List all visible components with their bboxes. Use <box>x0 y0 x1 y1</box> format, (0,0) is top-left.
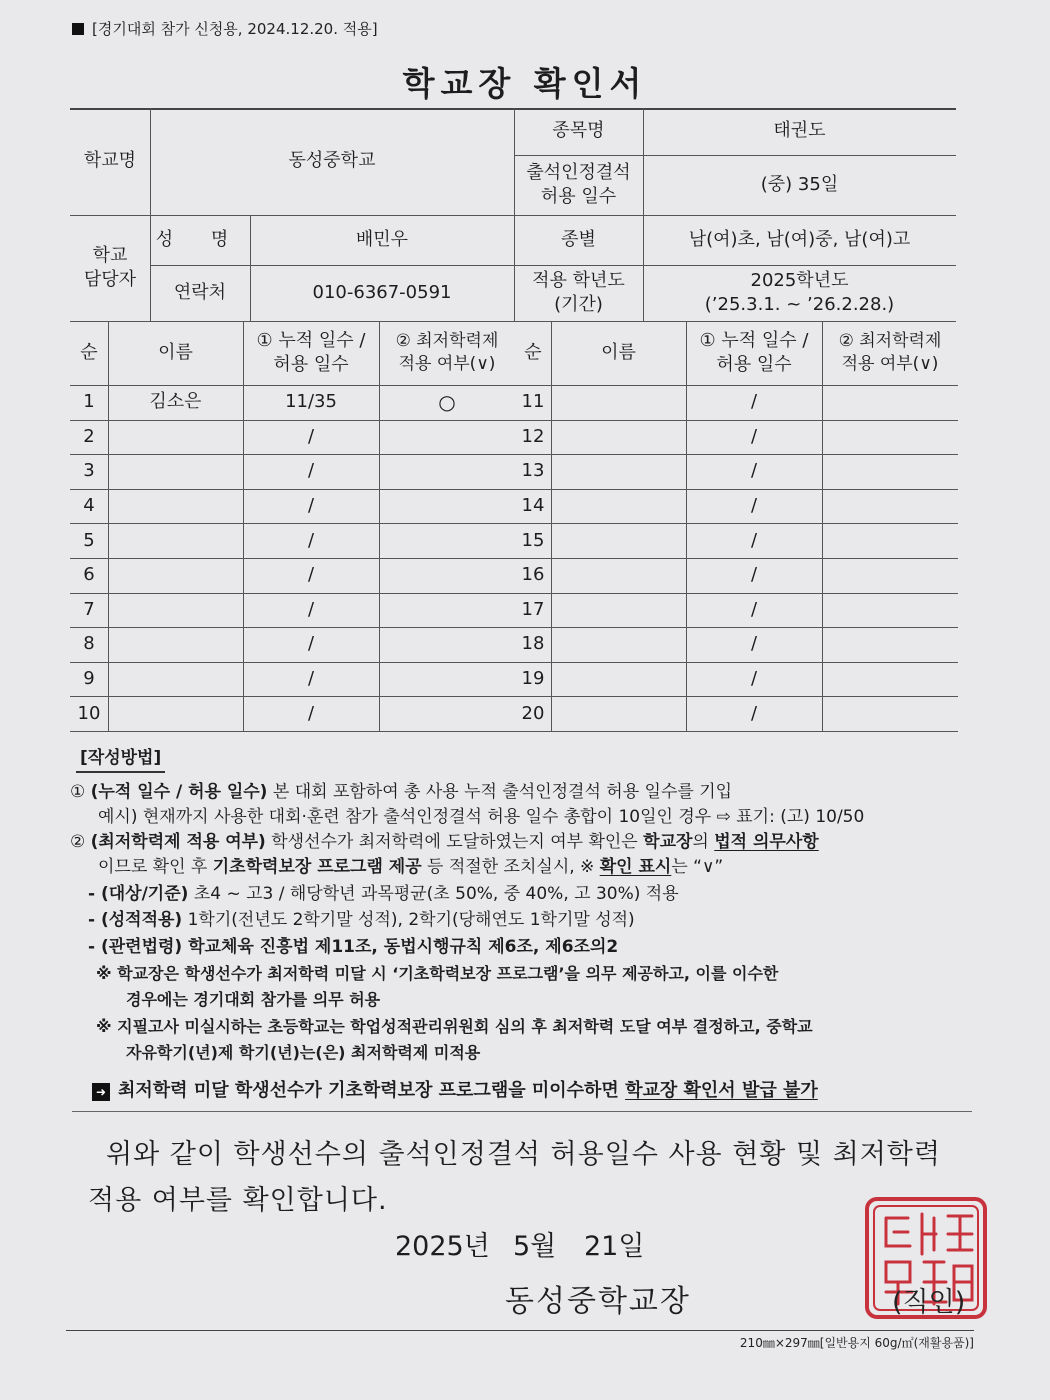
header-name-right: 이름 <box>601 341 636 363</box>
guide-l6-text: 1학기(전년도 2학기말 성적), 2학기(당해연도 1학기말 성적) <box>182 910 635 930</box>
row-min-grade-applied <box>822 385 958 420</box>
row-number: 6 <box>83 564 95 586</box>
header-days-line2: 허용 일수 <box>716 354 792 375</box>
guide-line-9: 경우에는 경기대회 참가를 의무 허용 <box>126 990 381 1009</box>
guide-l1-text: 본 대회 포함하여 총 사용 누적 출석인정결석 허용 일수를 기입 <box>267 782 733 802</box>
guide-l4-text3: 는 “∨” <box>671 857 724 877</box>
row-student-name <box>551 558 686 593</box>
header-grade-line2: 적용 여부(∨) <box>841 354 939 374</box>
row-days: / <box>750 633 758 655</box>
guide-line-7 <box>88 935 618 960</box>
header-no-right: 순 <box>524 341 542 363</box>
row-number: 18 <box>521 633 545 655</box>
row-student-name <box>551 627 686 662</box>
row-min-grade-applied <box>379 489 515 524</box>
school-year-label-line1: 적용 학년도 <box>532 269 625 291</box>
row-student-name <box>551 489 686 524</box>
sport-value: 태권도 <box>773 120 826 142</box>
row-min-grade-applied <box>822 593 958 628</box>
row-student-name <box>108 558 243 593</box>
table-row-rule <box>70 731 958 732</box>
row-min-grade-applied <box>379 454 515 489</box>
row-student-name <box>551 696 686 731</box>
row-student-name <box>551 454 686 489</box>
row-number: 3 <box>83 460 95 482</box>
guide-l4-text2: 등 적절한 조치실시, ※ <box>421 857 600 877</box>
notice-text: 최저학력 미달 학생선수가 기초학력보장 프로그램을 미이수하면 <box>118 1080 626 1101</box>
row-number: 2 <box>83 425 95 447</box>
row-number: 14 <box>521 494 545 516</box>
header-days-right <box>686 321 822 385</box>
row-min-grade-applied: ○ <box>438 389 456 414</box>
guide-l4-bold: 기초학력보장 프로그램 제공 <box>212 857 422 877</box>
school-name-value: 동성중학교 <box>288 150 376 172</box>
header-days-line1: ① 누적 일수 / <box>256 329 366 351</box>
row-student-name <box>108 593 243 628</box>
arrow-right-icon: ➜ <box>92 1083 110 1101</box>
header-name-left: 이름 <box>158 341 193 363</box>
date-month: 5월 <box>513 1231 557 1262</box>
guide-l6-bold: - (성적적용) <box>88 910 183 930</box>
row-student-name <box>108 454 243 489</box>
guide-l7-text: 학교체육 진흥법 제11조, 동법시행규칙 제6조, 제6조의2 <box>182 937 619 957</box>
allowed-days-label-line2: 허용 일수 <box>540 186 617 207</box>
header-grade-left <box>379 321 515 385</box>
row-min-grade-applied <box>822 489 958 524</box>
guide-line-3 <box>70 830 819 855</box>
row-number: 9 <box>83 667 95 689</box>
row-days: 11/35 <box>285 391 337 413</box>
row-number: 10 <box>77 702 101 724</box>
school-year-label <box>514 265 643 321</box>
school-year-label-line2: (기간) <box>554 294 603 315</box>
header-days-left <box>243 321 379 385</box>
row-number: 15 <box>521 529 545 551</box>
manager-label-line1: 학교 <box>92 244 128 266</box>
contact-label: 연락처 <box>173 281 227 303</box>
row-min-grade-applied <box>379 696 515 731</box>
form-note-text: [경기대회 참가 신청용, 2024.12.20. 적용] <box>92 20 378 38</box>
row-student-name <box>551 593 686 628</box>
guide-l4-text1: 이므로 확인 후 <box>98 857 213 877</box>
header-grade-line2: 적용 여부(∨) <box>398 354 496 374</box>
row-number: 13 <box>521 460 545 482</box>
row-student-name <box>551 420 686 455</box>
header-grade-right <box>822 321 958 385</box>
row-min-grade-applied <box>379 558 515 593</box>
row-min-grade-applied <box>822 662 958 697</box>
row-min-grade-applied <box>822 558 958 593</box>
row-days: / <box>750 460 758 482</box>
row-student-name <box>108 696 243 731</box>
row-days: / <box>307 702 315 724</box>
guide-l3-underlined: 법적 의무사항 <box>714 832 819 852</box>
square-bullet-icon <box>72 23 84 35</box>
row-days: / <box>750 529 758 551</box>
row-days: / <box>750 494 758 516</box>
guide-line-5 <box>88 882 679 907</box>
guide-line-8: ※ 학교장은 학생선수가 최저학력 미달 시 ‘기초학력보장 프로그램’을 의무 제공하고, 이를 이수한 <box>96 964 779 983</box>
row-min-grade-applied <box>379 627 515 662</box>
manager-label-line2: 담당자 <box>83 269 137 290</box>
row-min-grade-applied <box>379 523 515 558</box>
row-student-name <box>108 523 243 558</box>
header-grade-line1: ② 최저학력제 <box>838 331 942 352</box>
row-number: 17 <box>521 598 545 620</box>
document-title: 학교장 확인서 <box>402 64 648 103</box>
row-student-name <box>108 489 243 524</box>
guide-line-1 <box>70 780 732 805</box>
date-day: 21일 <box>584 1231 645 1262</box>
row-days: / <box>307 564 315 586</box>
guide-heading: [작성방법] <box>76 746 165 773</box>
row-days: / <box>307 598 315 620</box>
row-student-name <box>108 627 243 662</box>
row-number: 19 <box>521 667 545 689</box>
guide-line-6 <box>88 908 635 933</box>
form-note <box>72 18 378 39</box>
row-days: / <box>750 702 758 724</box>
category-value: 남(여)초, 남(여)중, 남(여)고 <box>688 228 911 250</box>
school-year-value-line1: 2025학년도 <box>750 269 849 291</box>
sport-label: 종목명 <box>552 120 605 142</box>
row-days: / <box>307 494 315 516</box>
row-min-grade-applied <box>379 662 515 697</box>
row-days: / <box>750 598 758 620</box>
confirmation-text <box>88 1132 988 1224</box>
row-days: / <box>750 667 758 689</box>
row-days: / <box>307 460 315 482</box>
row-student-name <box>108 420 243 455</box>
row-days: / <box>750 391 758 413</box>
school-year-value <box>643 265 956 321</box>
school-name-label: 학교명 <box>83 150 137 172</box>
guide-l1-bold: (누적 일수 / 허용 일수) <box>90 782 268 802</box>
seal-mark-text: (직인) <box>892 1287 966 1318</box>
guide-l5-bold: - (대상/기준) <box>88 884 189 904</box>
guide-line-4 <box>98 855 723 880</box>
school-year-value-line2: (’25.3.1. ~ ’26.2.28.) <box>704 294 895 315</box>
date-year: 2025년 <box>395 1231 490 1262</box>
header-no-left: 순 <box>80 341 98 363</box>
row-min-grade-applied <box>822 627 958 662</box>
allowed-days-label-line1: 출석인정결석 <box>526 161 631 183</box>
row-min-grade-applied <box>822 454 958 489</box>
row-number: 20 <box>521 702 545 724</box>
row-min-grade-applied <box>379 420 515 455</box>
row-days: / <box>307 529 315 551</box>
row-days: / <box>307 633 315 655</box>
row-student-name <box>551 662 686 697</box>
guide-l3-text2: 의 <box>692 832 715 852</box>
guide-line-2: 예시) 현재까지 사용한 대회·훈련 참가 출석인정결석 허용 일수 총합이 10일인 경우 ⇨ 표기: (고) 10/50 <box>98 807 865 827</box>
guide-l3-text: 학생선수가 최저학력에 도달하였는지 여부 확인은 <box>265 832 644 852</box>
manager-name-label: 성 명 <box>155 228 245 250</box>
row-number: 11 <box>521 391 545 413</box>
guide-l4-underlined: 확인 표시 <box>599 857 672 877</box>
row-min-grade-applied <box>379 593 515 628</box>
manager-label <box>70 215 150 321</box>
principal-name: 동성중학교장 <box>505 1284 691 1319</box>
row-student-name <box>551 523 686 558</box>
row-number: 16 <box>521 564 545 586</box>
confirmation-line-2: 적용 여부를 확인합니다. <box>88 1185 388 1216</box>
header-days-line1: ① 누적 일수 / <box>699 329 809 351</box>
manager-name-value: 배민우 <box>355 228 409 250</box>
row-number: 1 <box>83 391 95 413</box>
paper-spec-footer: 210㎜×297㎜[일반용지 60g/㎡(재활용품)] <box>739 1336 974 1350</box>
header-grade-line1: ② 최저학력제 <box>395 331 499 352</box>
row-min-grade-applied <box>822 420 958 455</box>
row-days: / <box>750 564 758 586</box>
guide-l7-bold: - (관련법령) <box>88 937 183 957</box>
guide-line-11: 자유학기(년)제 학기(년)는(은) 최저학력제 미적용 <box>126 1043 481 1062</box>
confirmation-line-1: 위와 같이 학생선수의 출석인정결석 허용일수 사용 현황 및 최저학력 <box>106 1139 941 1170</box>
row-number: 8 <box>83 633 95 655</box>
row-student-name: 김소은 <box>149 391 202 413</box>
row-number: 4 <box>83 494 95 516</box>
row-number: 12 <box>521 425 545 447</box>
row-number: 5 <box>83 529 95 551</box>
allowed-days-value: (중) 35일 <box>760 173 839 195</box>
guide-num-1: ① <box>70 782 86 802</box>
allowed-days-label <box>514 155 643 215</box>
row-student-name <box>108 662 243 697</box>
guide-line-10: ※ 지필고사 미실시하는 초등학교는 학업성적관리위원회 심의 후 최저학력 도달 여부 결정하고, 중학교 <box>96 1017 813 1036</box>
guide-l3-bold: (최저학력제 적용 여부) <box>90 832 266 852</box>
row-min-grade-applied <box>822 696 958 731</box>
category-label: 종별 <box>561 228 596 250</box>
guide-l5-text: 초4 ~ 고3 / 해당학년 과목평균(초 50%, 중 40%, 고 30%) 적용 <box>188 884 679 904</box>
guide-l3-bold2: 학교장 <box>643 832 693 852</box>
row-days: / <box>307 425 315 447</box>
notice-underlined: 학교장 확인서 발급 불가 <box>625 1080 818 1101</box>
row-days: / <box>750 425 758 447</box>
notice-line <box>92 1076 818 1102</box>
contact-value: 010-6367-0591 <box>312 281 452 303</box>
header-days-line2: 허용 일수 <box>273 354 349 375</box>
row-number: 7 <box>83 598 95 620</box>
row-student-name <box>551 385 686 420</box>
row-min-grade-applied <box>822 523 958 558</box>
row-days: / <box>307 667 315 689</box>
guide-num-2: ② <box>70 832 86 852</box>
